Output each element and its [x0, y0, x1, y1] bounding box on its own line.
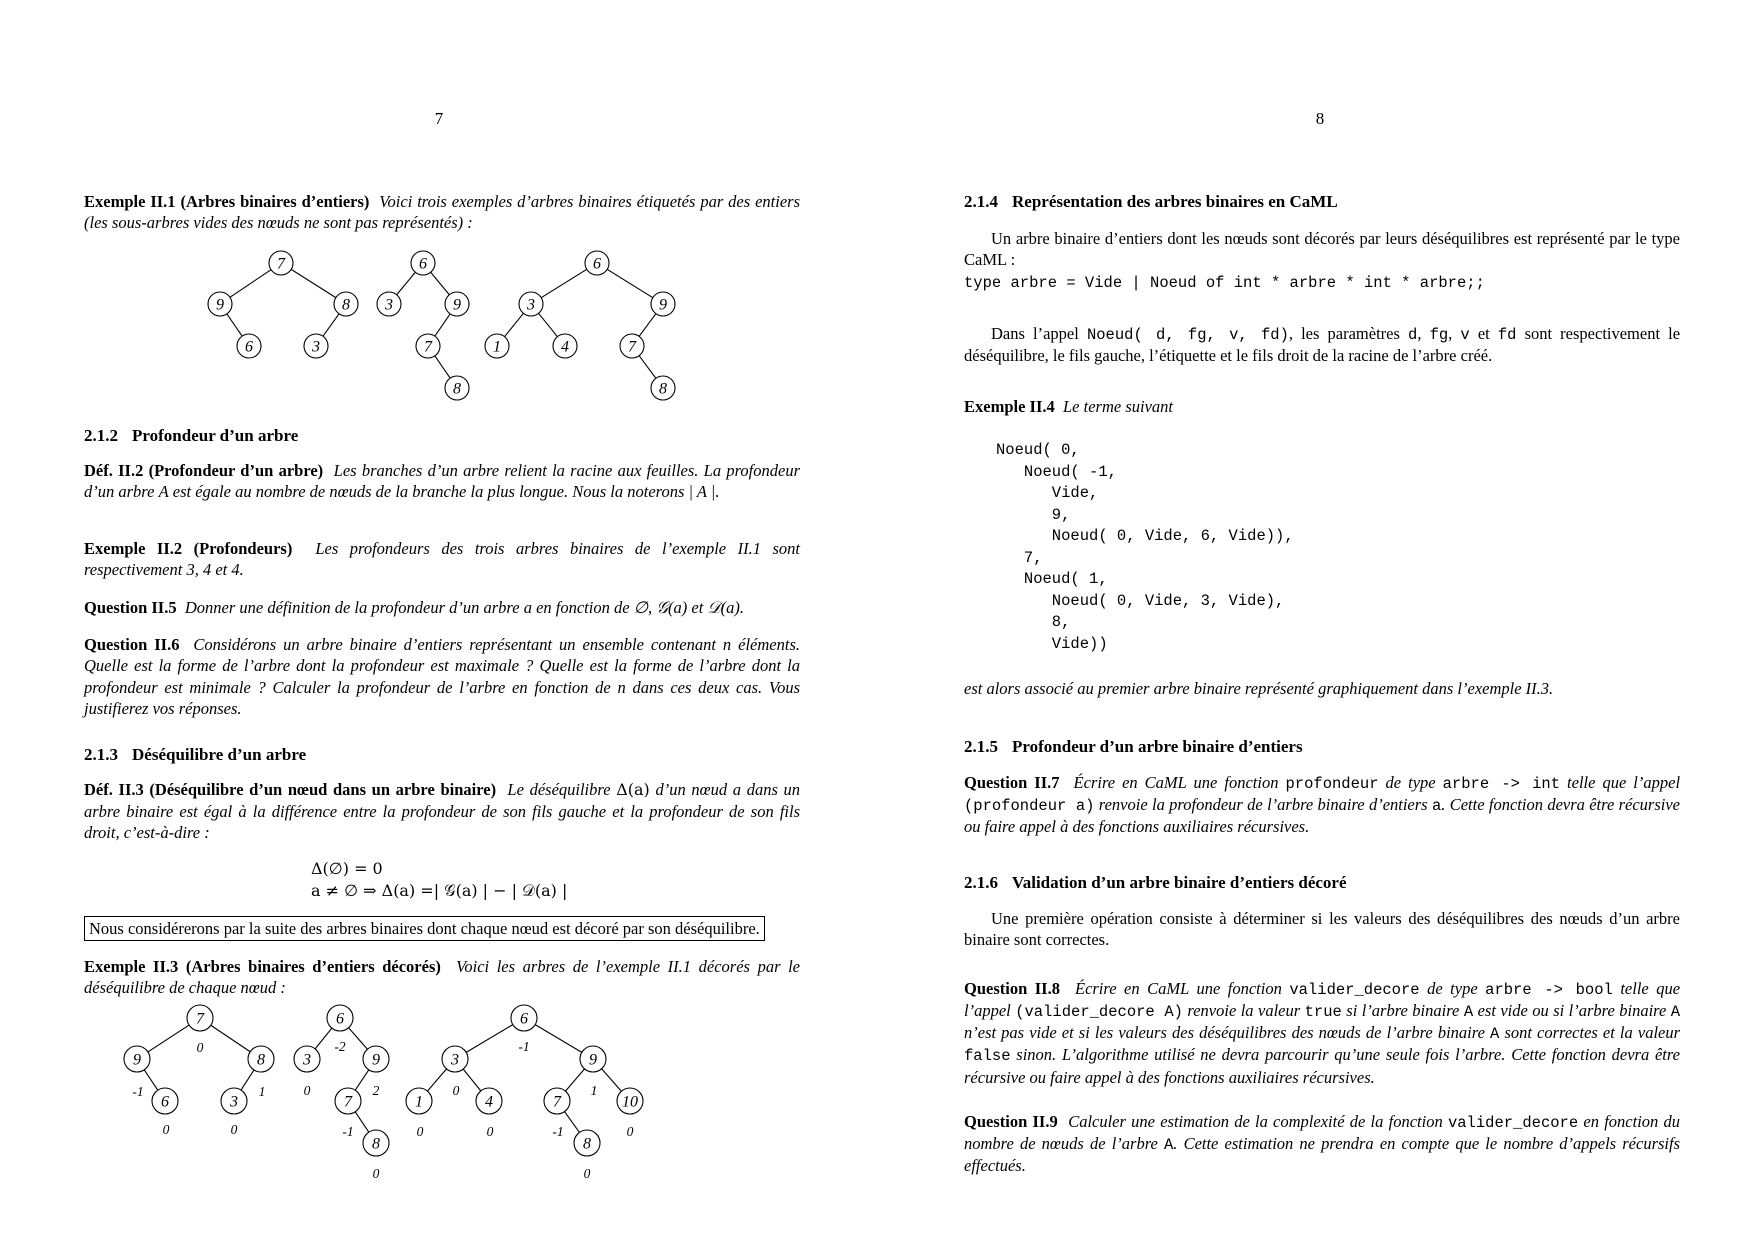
example-ii1	[84, 191, 800, 234]
question-label: Question II.6	[84, 635, 180, 654]
math-notation: | A |.	[688, 482, 720, 502]
tree-node	[327, 1005, 353, 1031]
node-label: 10	[622, 1093, 638, 1111]
question-text: si l’arbre binaire	[1346, 1001, 1460, 1021]
question-text: Écrire en CaML une fonction	[1073, 773, 1279, 792]
tree-edge	[323, 314, 339, 336]
code-inline: arbre -> int	[1442, 775, 1561, 793]
imbalance-label: 0	[196, 1040, 204, 1055]
imbalance-label: 0	[230, 1122, 238, 1137]
node-label: 6	[336, 1010, 344, 1028]
imbalance-label: 2	[372, 1083, 380, 1098]
section-2-1-3	[84, 744, 306, 766]
page-number: 8	[1315, 109, 1325, 128]
node-label: 9	[659, 296, 667, 314]
node-label: 7	[344, 1093, 352, 1111]
tree-node	[544, 1088, 570, 1114]
example-text: Voici les arbres de l’exemple II.1 décorés par le déséquilibre de chaque nœud :	[84, 957, 801, 998]
section-number: 2.1.5	[964, 737, 998, 756]
example-text: Les profondeurs des trois arbres binaires de l’exemple II.1 sont respectivement 3, 4 et 4.	[84, 539, 801, 580]
node-label: 3	[312, 338, 320, 356]
definition-ii3	[84, 779, 800, 844]
question-text: de type	[1427, 979, 1478, 998]
code-inline: A	[1163, 1136, 1174, 1155]
tree-node	[651, 376, 675, 400]
tree-edge	[144, 1070, 158, 1090]
tree-node	[620, 334, 644, 358]
example-label: Exemple II.4	[964, 397, 1055, 416]
question-text: n’est pas vide et si les valeurs des déséquilibres des nœuds de l’arbre binaire	[964, 1023, 1485, 1043]
math-var: A	[158, 482, 169, 502]
code-inline: A	[1490, 1025, 1500, 1044]
question-text: . Cette estimation ne prendra en compte que le nombre d’appels récursifs effectués.	[964, 1134, 1680, 1176]
tree-node	[377, 292, 401, 316]
paragraph-call	[964, 323, 1680, 367]
tree-edge	[607, 269, 653, 297]
tree-edge	[565, 1112, 580, 1133]
tree-edge	[291, 269, 336, 297]
code-inline: a	[1431, 797, 1442, 816]
tree-node	[406, 1088, 432, 1114]
node-label: 7	[196, 1010, 204, 1028]
node-label: 3	[527, 296, 535, 314]
text: sont respectivement le déséquilibre, le fils gauche, l’étiquette et le fils droit de la racine de l’arbre créé.	[964, 324, 1681, 366]
imbalance-label: 0	[452, 1083, 460, 1098]
question-text: en fonction de	[536, 598, 630, 617]
tree-node	[363, 1046, 389, 1072]
example-ii3	[84, 956, 800, 999]
after-code-text: est alors associé au premier arbre binaire représenté graphiquement dans l’exemple II.3.	[964, 679, 1554, 698]
node-label: 6	[593, 255, 601, 273]
tree-node	[585, 251, 609, 275]
code-line: Noeud( -1,	[996, 462, 1117, 481]
page-number: 7	[434, 109, 444, 128]
node-label: 4	[485, 1093, 493, 1111]
section-title: Validation d’un arbre binaire d’entiers décoré	[1012, 873, 1347, 892]
question-text: Considérons un arbre binaire d’entiers représentant un ensemble contenant	[193, 635, 716, 654]
node-label: 3	[303, 1051, 311, 1069]
question-text: Écrire en CaML une fonction	[1074, 979, 1282, 998]
text: , les paramètres	[1288, 324, 1400, 343]
example-ii4	[964, 396, 1173, 417]
code-inline: arbre -> bool	[1485, 981, 1613, 999]
definition-ii2	[84, 460, 800, 503]
formula-line: a ≠ ∅ ⇒ Δ(a) =| 𝒢(a) | − | 𝒟(a) |	[311, 881, 568, 900]
question-text: Calculer une estimation de la complexité de la fonction	[1068, 1112, 1443, 1131]
code-inline: true	[1304, 1003, 1342, 1022]
tree-node	[580, 1046, 606, 1072]
section-2-1-4	[964, 191, 1338, 213]
question-ii9	[964, 1111, 1680, 1177]
tree-node	[442, 1046, 468, 1072]
tree-edge	[211, 1025, 250, 1051]
tree-edge	[639, 356, 656, 379]
tree-node	[445, 376, 469, 400]
math-var: a	[523, 598, 532, 617]
section-title: Déséquilibre d’un arbre	[132, 745, 307, 764]
section-title: Représentation des arbres binaires en CaML	[1012, 192, 1338, 211]
question-text: renvoie la profondeur de l’arbre binaire d’entiers	[1098, 795, 1428, 815]
right-page	[877, 0, 1754, 1240]
node-label: 6	[419, 255, 427, 273]
question-text: dans ces deux cas. Vous justifierez vos réponses.	[84, 677, 801, 719]
code-line: Vide,	[996, 484, 1099, 502]
code-inline: false	[964, 1047, 1011, 1066]
question-text: sont correctes et la valeur	[1504, 1023, 1681, 1043]
tree-edge	[463, 1069, 481, 1091]
node-label: 6	[161, 1093, 169, 1111]
text: ,	[1417, 324, 1422, 343]
tree-node	[574, 1130, 600, 1156]
section-number: 2.1.3	[84, 745, 118, 764]
code-inline: (valider_decore A)	[1015, 1003, 1183, 1022]
math-expression: Δ(a)	[616, 780, 650, 799]
question-label: Question II.7	[964, 773, 1060, 792]
tree-node	[269, 251, 293, 275]
node-label: 8	[257, 1051, 265, 1069]
tree-edge	[315, 1028, 332, 1049]
tree-node	[476, 1088, 502, 1114]
imbalance-label: 0	[626, 1124, 634, 1139]
imbalance-label: 1	[258, 1084, 266, 1099]
question-label: Question II.9	[964, 1112, 1058, 1131]
code-inline: profondeur	[1285, 775, 1379, 793]
question-text: sinon. L’algorithme utilisé ne devra parcourir qu’une seule fois l’arbre. Cette fonction devra être récursive ou faire appel à des fonctions auxiliaires récursives.	[964, 1045, 1681, 1087]
math-var: n	[722, 635, 732, 654]
tree-node	[445, 292, 469, 316]
definition-text: Les branches d’un arbre relient la racine aux feuilles. La profondeur d’un arbre	[84, 461, 800, 502]
question-text: telle que l’appel	[964, 979, 1681, 1021]
imbalance-label: 0	[486, 1124, 494, 1139]
example-text: Voici trois exemples d’arbres binaires étiquetés par des entiers (les sous-arbres vides des nœuds ne sont pas représentés) :	[84, 192, 801, 233]
tree-node	[553, 334, 577, 358]
imbalance-formula	[311, 858, 567, 902]
node-label: 3	[385, 296, 393, 314]
tree-node	[416, 334, 440, 358]
code-inline: (profondeur a)	[964, 797, 1095, 816]
example-label: Exemple II.2 (Profondeurs)	[84, 539, 293, 558]
node-label: 9	[216, 296, 224, 314]
tree-edge	[539, 313, 558, 336]
code-inline: Noeud( d, fg, v, fd)	[1086, 326, 1289, 344]
tree-node	[334, 292, 358, 316]
code-inline: valider_decore	[1289, 981, 1420, 999]
imbalance-label: 0	[162, 1122, 170, 1137]
tree-edge	[535, 1025, 582, 1053]
question-text: . Cette fonction devra être récursive ou faire appel à des fonctions auxiliaires récursives.	[964, 795, 1681, 837]
code-line: 7,	[996, 548, 1043, 567]
node-label: 3	[451, 1051, 459, 1069]
code-line: 8,	[996, 613, 1071, 631]
code-line: Noeud( 0,	[996, 441, 1080, 459]
code-block	[996, 440, 1294, 655]
imbalance-label: -1	[518, 1039, 530, 1054]
tree-node	[294, 1046, 320, 1072]
tree-node	[617, 1088, 643, 1114]
code-inline: fd	[1497, 326, 1517, 344]
tree-edge	[435, 314, 450, 336]
definition-text: est égale au nombre de nœuds de la branche la plus longue. Nous la noterons	[172, 482, 685, 502]
tree-edge	[349, 1028, 368, 1049]
question-label: Question II.8	[964, 979, 1060, 998]
tree-edge	[541, 269, 587, 297]
tree-edge	[602, 1069, 622, 1091]
node-label: 7	[277, 255, 285, 273]
node-label: 9	[133, 1051, 141, 1069]
tree-edge	[148, 1025, 189, 1052]
question-ii6	[84, 634, 800, 720]
section-number: 2.1.4	[964, 192, 998, 211]
node-label: 7	[553, 1093, 561, 1111]
imbalance-label: 1	[590, 1083, 598, 1098]
tree-node	[511, 1005, 537, 1031]
boxed-note: Nous considérerons par la suite des arbres binaires dont chaque nœud est décoré par son déséquilibre.	[84, 916, 765, 941]
section-title: Profondeur d’un arbre	[132, 426, 299, 445]
tree-node	[335, 1088, 361, 1114]
imbalance-label: -1	[552, 1124, 564, 1139]
example-text: Le terme suivant	[1063, 397, 1173, 416]
text: ,	[1448, 324, 1453, 343]
tree-edge	[565, 1069, 584, 1091]
section-title: Profondeur d’un arbre binaire d’entiers	[1012, 737, 1303, 756]
section-2-1-2	[84, 425, 298, 447]
tree-node	[304, 334, 328, 358]
tree-edge	[355, 1070, 369, 1090]
node-label: 4	[561, 338, 569, 356]
code-line: Noeud( 1,	[996, 570, 1108, 588]
question-text: en fonction du nombre de nœuds de l’arbre	[964, 1112, 1681, 1154]
code-inline: d	[1408, 326, 1418, 344]
node-label: 6	[520, 1010, 528, 1028]
example-ii2	[84, 538, 800, 581]
question-text: est vide ou si l’arbre binaire	[1477, 1001, 1667, 1021]
tree-node	[221, 1088, 247, 1114]
imbalance-label: 0	[303, 1083, 311, 1098]
tree-edge	[241, 1070, 254, 1090]
imbalance-label: 0	[416, 1124, 424, 1139]
question-text: éléments. Quelle est la forme de l’arbre dont la profondeur est maximale ? Quelle est la forme de l’arbre dont la profondeur est minimale ? Calculer la profondeur de l’arbre en fonction de	[84, 635, 800, 697]
tree-edge	[355, 1112, 369, 1132]
node-label: 9	[372, 1051, 380, 1069]
question-ii7	[964, 772, 1680, 838]
node-label: 1	[415, 1093, 423, 1111]
node-label: 3	[230, 1093, 238, 1111]
text: Dans l’appel	[991, 324, 1079, 343]
paragraph: Une première opération consiste à déterminer si les valeurs des déséquilibres des nœuds d’un arbre binaire sont correctes.	[964, 909, 1680, 950]
definition-text: dans un arbre binaire est égal à la différence entre la profondeur de son fils gauche et la profondeur de son fils droit, c’est-à-dire :	[84, 780, 801, 843]
node-label: 8	[372, 1135, 380, 1153]
node-label: 8	[453, 380, 461, 398]
section-2-1-6	[964, 872, 1347, 894]
question-ii5	[84, 597, 800, 618]
node-label: 8	[659, 380, 667, 398]
definition-text: d’un nœud	[655, 780, 728, 799]
tree-node	[124, 1046, 150, 1072]
tree-edge	[227, 314, 242, 336]
trees-figure-1	[0, 240, 877, 410]
text: et	[1477, 324, 1490, 343]
question-text: renvoie la valeur	[1187, 1001, 1301, 1021]
tree-edge	[230, 270, 271, 298]
math-expression: ∅, 𝒢(a) et 𝒟(a).	[633, 598, 744, 617]
code-inline: valider_decore	[1447, 1114, 1579, 1132]
paragraph: Un arbre binaire d’entiers dont les nœuds sont décorés par leurs déséquilibres est représenté par le type CaML :	[964, 229, 1680, 270]
code-inline: A	[1670, 1003, 1681, 1022]
section-number: 2.1.6	[964, 873, 998, 892]
tree-edge	[466, 1025, 513, 1053]
section-number: 2.1.2	[84, 426, 118, 445]
question-text: de type	[1385, 773, 1436, 792]
tree-node	[519, 292, 543, 316]
imbalance-label: -1	[132, 1084, 144, 1099]
tree-edge	[505, 313, 524, 336]
tree-edge	[397, 272, 416, 295]
type-declaration: type arbre = Vide | Noeud of int * arbre * int * arbre;;	[964, 274, 1485, 292]
tree-edge	[431, 272, 450, 295]
question-text: telle que l’appel	[1567, 773, 1681, 792]
node-label: 7	[424, 338, 432, 356]
example-label: Exemple II.1 (Arbres binaires d’entiers)	[84, 192, 370, 211]
tree-node	[187, 1005, 213, 1031]
imbalance-label: -2	[334, 1039, 346, 1054]
tree-node	[363, 1130, 389, 1156]
node-label: 8	[583, 1135, 591, 1153]
code-line: Noeud( 0, Vide, 3, Vide),	[996, 591, 1285, 610]
tree-node	[248, 1046, 274, 1072]
node-label: 8	[342, 296, 350, 314]
node-label: 9	[453, 296, 461, 314]
question-label: Question II.5	[84, 598, 177, 617]
tree-node	[237, 334, 261, 358]
tree-edge	[427, 1069, 446, 1091]
section-2-1-5	[964, 736, 1303, 758]
tree-node	[152, 1088, 178, 1114]
imbalance-label: 0	[583, 1166, 591, 1180]
definition-label: Déf. II.2 (Profondeur d’un arbre)	[84, 461, 324, 480]
tree-node	[411, 251, 435, 275]
node-label: 9	[589, 1051, 597, 1069]
code-line: Noeud( 0, Vide, 6, Vide)),	[996, 527, 1294, 545]
math-var: n	[617, 677, 626, 697]
code-line: Vide))	[996, 634, 1108, 653]
node-label: 6	[245, 338, 253, 356]
question-text: Donner une définition de la profondeur d’un arbre	[184, 598, 520, 617]
definition-label: Déf. II.3 (Déséquilibre d’un nœud dans un arbre binaire)	[84, 780, 497, 799]
tree-node	[651, 292, 675, 316]
code-line: 9,	[996, 505, 1071, 524]
example-label: Exemple II.3 (Arbres binaires d’entiers décorés)	[84, 957, 441, 976]
trees-figure-2	[0, 995, 877, 1180]
code-inline: fg	[1429, 326, 1449, 344]
tree-edge	[639, 314, 656, 337]
code-inline: A	[1463, 1003, 1474, 1022]
tree-edge	[435, 356, 450, 378]
definition-text: Le déséquilibre	[507, 780, 611, 799]
tree-node	[208, 292, 232, 316]
imbalance-label: -1	[342, 1124, 354, 1139]
imbalance-label: 0	[372, 1166, 380, 1180]
formula-line: Δ(∅) = 0	[311, 859, 383, 878]
question-ii8	[964, 978, 1680, 1088]
math-var: a	[732, 780, 742, 799]
node-label: 7	[628, 338, 636, 356]
tree-node	[485, 334, 509, 358]
code-inline: v	[1460, 326, 1470, 344]
node-label: 1	[493, 338, 501, 356]
